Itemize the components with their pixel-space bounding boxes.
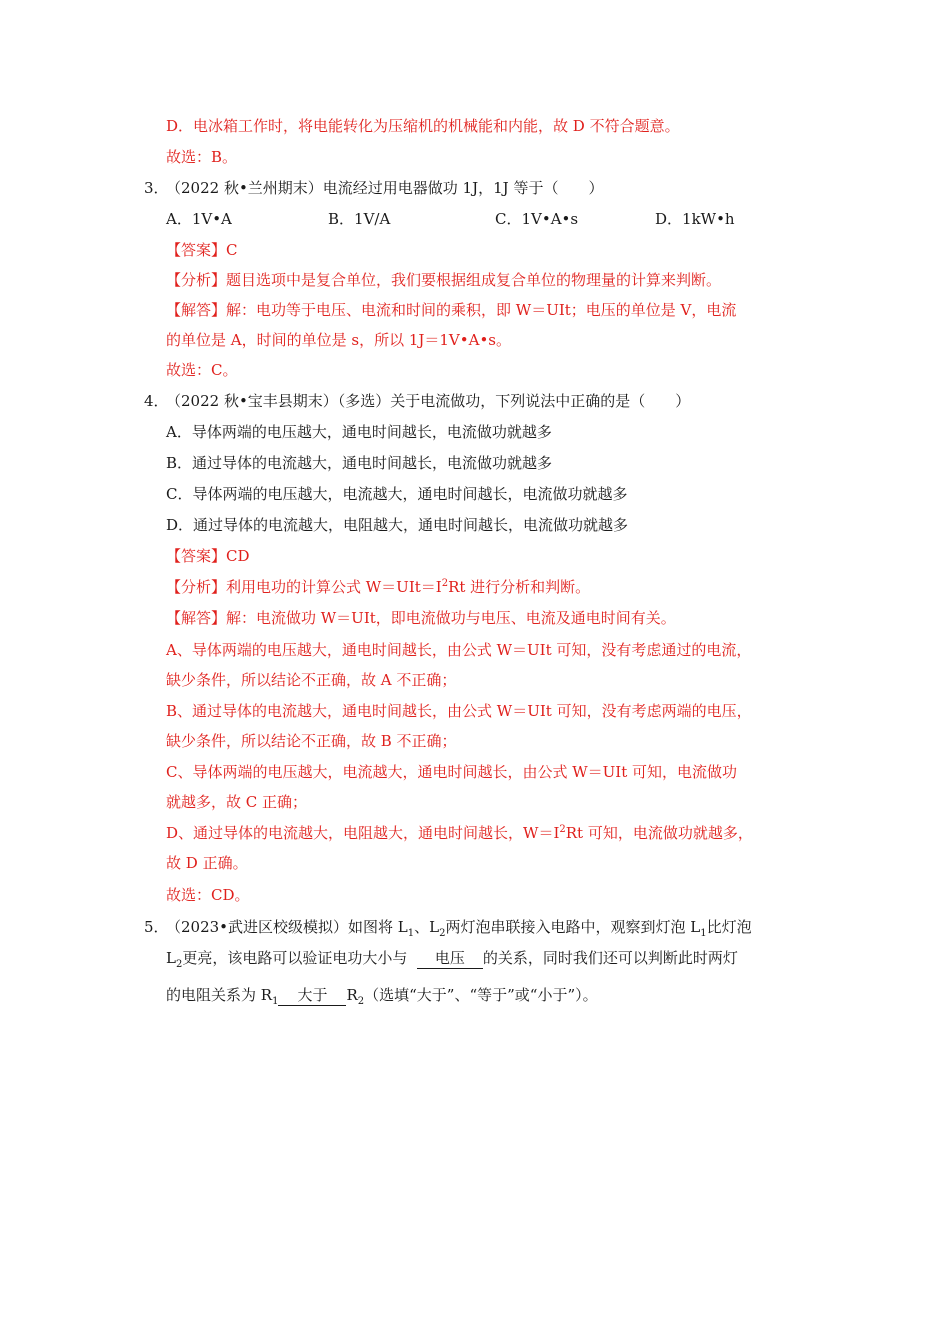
q3-option-d: D．1kW•h — [655, 210, 735, 228]
q4-option-d: D．通过导体的电流越大，电阻越大，通电时间越长，电流做功就越多 — [166, 516, 629, 534]
q4-number: 4． — [144, 392, 169, 410]
q4-option-c: C．导体两端的电压越大，电流越大，通电时间越长，电流做功就越多 — [166, 485, 628, 503]
q4-choose-answer: 故选：CD。 — [166, 886, 250, 904]
q4-solution-d-line-1: D、通过导体的电流越大，电阻越大，通电时间越长，$W=I^2Rt$ 可知，电流做功就越多， — [166, 824, 753, 842]
q4-solution-d-line-2: 故 D 正确。 — [166, 854, 248, 872]
q4-option-a: A．导体两端的电压越大，通电时间越长，电流做功就越多 — [166, 423, 552, 441]
q4-solution-c-line-1: C、导体两端的电压越大，电流越大，通电时间越长，由公式 W＝UIt 可知，电流做功 — [166, 763, 738, 781]
q5-blank-2: 大于 — [278, 985, 346, 1006]
q3-number: 3． — [144, 179, 169, 197]
q5-blank-1: 电压 — [417, 948, 483, 969]
q4-option-b: B．通过导体的电流越大，通电时间越长，电流做功就越多 — [166, 454, 553, 472]
q4-solution-c-line-2: 就越多，故 C 正确； — [166, 793, 308, 811]
q3-analysis: 【分析】题目选项中是复合单位，我们要根据组成复合单位的物理量的计算来判断。 — [166, 271, 722, 289]
q5-number: 5． — [144, 918, 169, 936]
prev-option-d-explanation: D．电冰箱工作时，将电能转化为压缩机的机械能和内能，故 D 不符合题意。 — [166, 117, 680, 135]
q3-choose-answer: 故选：C。 — [166, 361, 238, 379]
q3-solution-line-2: 的单位是 A，时间的单位是 s，所以 1J＝1V•A•s。 — [166, 331, 511, 349]
q3-stem: （2022 秋•兰州期末）电流经过用电器做功 1J，1J 等于（ ） — [166, 179, 604, 197]
q3-solution-line-1: 【解答】解：电功等于电压、电流和时间的乘积，即 W＝UIt；电压的单位是 V，电流 — [166, 301, 737, 319]
q3-option-c: C．1V•A•s — [495, 210, 579, 228]
q3-option-a: A．1V•A — [166, 210, 232, 228]
q4-solution-a-line-1: A、导体两端的电压越大，通电时间越长，由公式 W＝UIt 可知，没有考虑通过的电流， — [166, 641, 752, 659]
q5-line-3: 的电阻关系为 $R_1$ 大于 $R_2$（选填“大于”、“等于”或“小于”）。 — [166, 986, 598, 1007]
q4-solution-b-line-2: 缺少条件，所以结论不正确，故 B 不正确； — [166, 732, 457, 750]
q4-stem: （2022 秋•宝丰县期末）（多选）关于电流做功，下列说法中正确的是（ ） — [166, 392, 691, 410]
q4-analysis: 【分析】利用电功的计算公式 $W=UIt=I^2Rt$ 进行分析和判断。 — [166, 578, 591, 596]
q3-option-b: B．1V/A — [328, 210, 391, 228]
q5-line-1: （2023•武进区校级模拟）如图将 $L_1$、$L_2$两灯泡串联接入电路中，观察到灯泡 $L_1$比灯泡 — [166, 918, 752, 939]
q4-solution-a-line-2: 缺少条件，所以结论不正确，故 A 不正确； — [166, 671, 457, 689]
prev-choose-answer: 故选：B。 — [166, 148, 238, 166]
q4-solution-b-line-1: B、通过导体的电流越大，通电时间越长，由公式 W＝UIt 可知，没有考虑两端的电压， — [166, 702, 752, 720]
q4-answer: 【答案】CD — [166, 547, 250, 565]
q4-solution: 【解答】解：电流做功 W＝UIt，即电流做功与电压、电流及通电时间有关。 — [166, 609, 676, 627]
q5-line-2: $L_2$更亮，该电路可以验证电功大小与 电压 的关系，同时我们还可以判断此时两灯 — [166, 949, 738, 970]
q3-answer: 【答案】C — [166, 241, 238, 259]
